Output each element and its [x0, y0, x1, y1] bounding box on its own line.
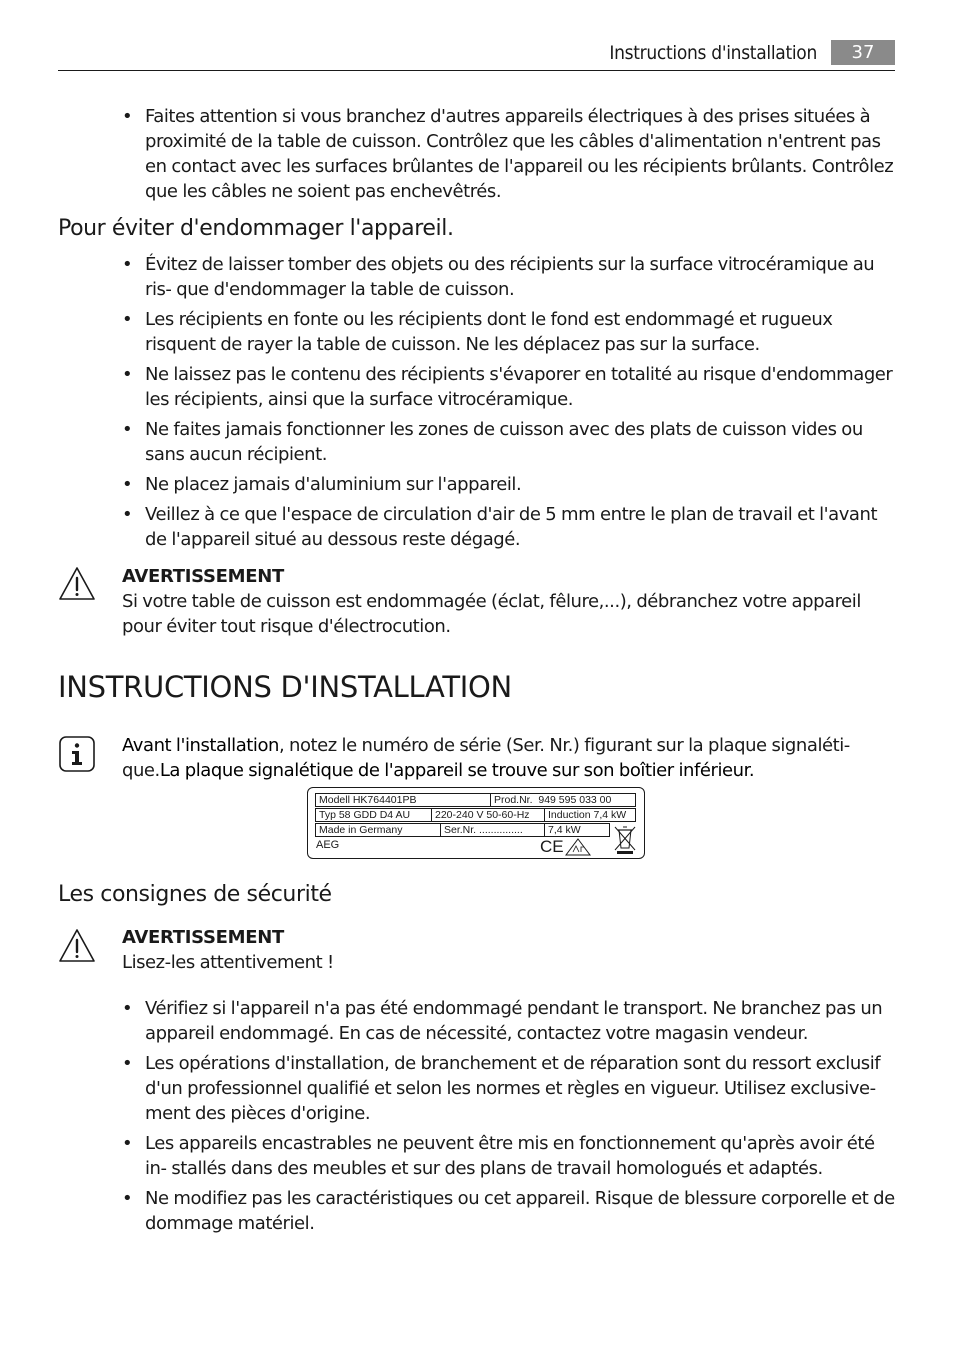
- plate-induction: Induction 7,4 kW: [544, 808, 636, 822]
- damage-heading: Pour éviter d'endommager l'appareil.: [58, 216, 454, 241]
- plate-model: Modell HK764401PB: [315, 793, 491, 807]
- plate-brand: AEG: [316, 839, 340, 851]
- safety-bullet-list: [122, 996, 897, 1241]
- plate-prod-value: 949 595 033 00: [538, 794, 612, 806]
- plate-typ: Typ 58 GDD D4 AU: [315, 808, 432, 822]
- info-body: , notez le numéro de série (Ser. Nr.) figurant sur la plaque signaléti- que.: [122, 735, 850, 781]
- warning-triangle-icon: [58, 566, 96, 602]
- plate-power: 7,4 kW: [544, 823, 610, 837]
- list-item: • Les appareils encastrables ne peuvent être mis en fonctionnement qu'après avoir été in- stallés dans des meubles et sur des plans de travail homologués et adaptés.: [122, 1131, 897, 1181]
- rating-plate: [307, 787, 645, 859]
- info-icon: [58, 735, 96, 773]
- list-item: • Vérifiez si l'appareil n'a pas été endommagé pendant le transport. Ne branchez pas un appareil endommagé. En cas de nécessité, contactez votre magasin vendeur.: [122, 996, 897, 1046]
- list-item: • Les récipients en fonte ou les récipients dont le fond est endommagé et rugueux risquent de rayer la table de cuisson. Ne les déplacez pas sur la surface.: [122, 307, 897, 357]
- page-header: [58, 40, 895, 71]
- safety-heading: Les consignes de sécurité: [58, 882, 332, 907]
- list-item: • Évitez de laisser tomber des objets ou des récipients sur la surface vitrocéramique au ris- que d'endommager la table de cuisson.: [122, 252, 897, 302]
- header-title: Instructions d'installation: [609, 42, 817, 64]
- list-item: • Ne faites jamais fonctionner les zones de cuisson avec des plats de cuisson vides ou sans aucun récipient.: [122, 417, 897, 467]
- plate-voltage: 220-240 V 50-60-Hz: [431, 808, 545, 822]
- ce-mark: CE: [540, 837, 564, 856]
- list-item: • Les opérations d'installation, de branchement et de réparation sont du ressort exclusif d'un professionnel qualifié et selon les normes et règles en vigueur. Utilisez exclusive- ment des pièces d'origine.: [122, 1051, 897, 1126]
- approval-triangle-icon: [564, 837, 592, 857]
- install-title: INSTRUCTIONS D'INSTALLATION: [58, 670, 512, 704]
- list-item: • Veillez à ce que l'espace de circulation d'air de 5 mm entre le plan de travail et l'avant de l'appareil situé au dessous reste dégagé.: [122, 502, 897, 552]
- weee-bin-icon: [612, 824, 638, 856]
- page-number: 37: [831, 40, 895, 65]
- intro-bullet-list: [122, 104, 897, 209]
- warning-block: [122, 564, 897, 639]
- damage-bullet-list: [122, 252, 897, 557]
- info-strong: La plaque signalétique de l'appareil se trouve sur son boîtier inférieur.: [159, 760, 755, 781]
- warning-title: AVERTISSEMENT: [122, 566, 285, 587]
- list-item: • Faites attention si vous branchez d'autres appareils électriques à des prises situées à proximité de la table de cuisson. Contrôlez que les câbles d'alimentation n'entrent pas en contact avec les surfaces brûlantes de l'appareil ou les récipients brûlants. Contrôlez que les câbles ne soient pas enchevêtrés.: [122, 104, 897, 204]
- plate-made-in: Made in Germany: [315, 823, 441, 837]
- warning-text: Lisez-les attentivement !: [122, 952, 334, 973]
- list-item: • Ne placez jamais d'aluminium sur l'appareil.: [122, 472, 897, 497]
- warning-title: AVERTISSEMENT: [122, 927, 285, 948]
- list-item: • Ne modifiez pas les caractéristiques ou cet appareil. Risque de blessure corporelle et de dommage matériel.: [122, 1186, 897, 1236]
- plate-prod-label: Prod.Nr.: [494, 794, 533, 806]
- plate-serial: Ser.Nr. ...............: [440, 823, 545, 837]
- plate-prod: [490, 793, 636, 807]
- info-text: [122, 733, 897, 783]
- warning-triangle-icon: [58, 928, 96, 964]
- warning-block: [122, 925, 897, 975]
- info-lead: Avant l'installation: [122, 735, 279, 756]
- warning-text: Si votre table de cuisson est endommagée (éclat, fêlure,...), débranchez votre appareil pour éviter tout risque d'électrocution.: [122, 591, 861, 637]
- list-item: • Ne laissez pas le contenu des récipients s'évaporer en totalité au risque d'endommager les récipients, ainsi que la surface vitrocéramique.: [122, 362, 897, 412]
